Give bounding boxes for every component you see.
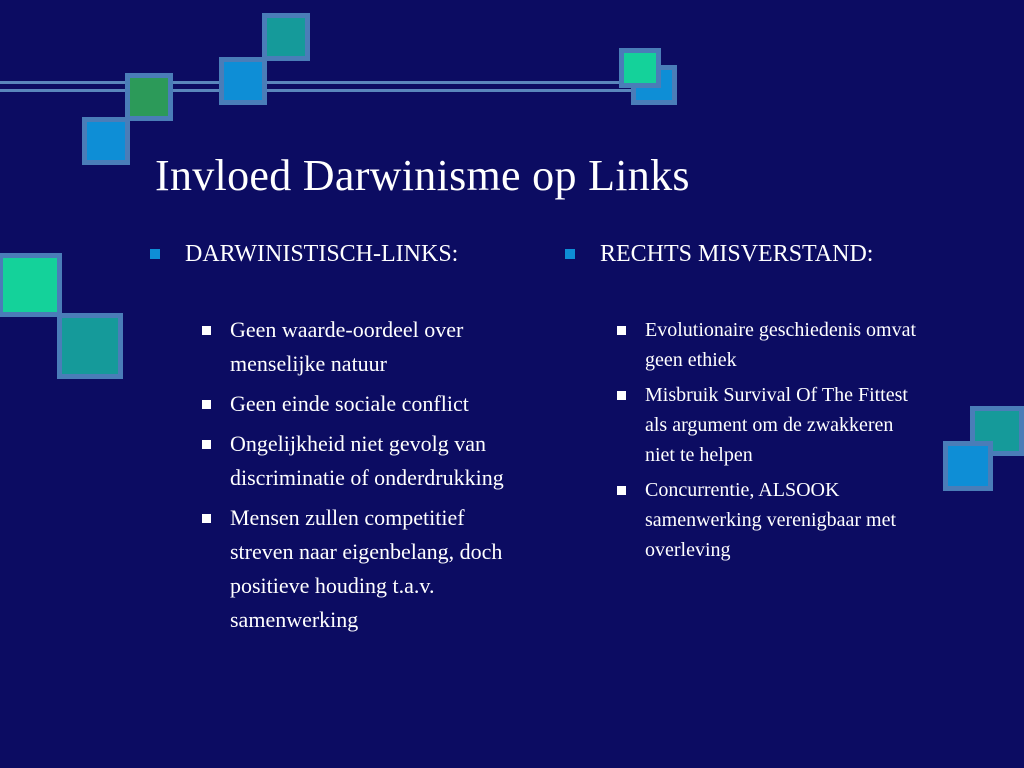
decorative-line-top	[0, 81, 640, 84]
decorative-line-bottom	[0, 89, 640, 92]
square-bullet-icon	[202, 400, 211, 409]
list-item	[200, 387, 510, 421]
square-bullet-icon	[617, 486, 626, 495]
right-column-heading	[560, 238, 940, 270]
left-bullet-list	[200, 313, 515, 637]
square-bullet-icon	[202, 326, 211, 335]
left-column	[145, 238, 515, 643]
list-item-text: Geen einde sociale conflict	[230, 391, 469, 416]
decorative-square	[57, 313, 123, 379]
square-bullet-icon	[617, 326, 626, 335]
decorative-square	[943, 441, 993, 491]
right-heading-text: RECHTS MISVERSTAND:	[600, 241, 874, 267]
list-item	[200, 313, 510, 381]
list-item-text: Evolutionaire geschiedenis omvat geen ethiek	[645, 319, 917, 371]
list-item-text: Geen waarde-oordeel over menselijke natuur	[230, 317, 464, 376]
square-bullet-icon	[565, 249, 575, 259]
decorative-square	[82, 117, 130, 165]
decorative-square	[262, 13, 310, 61]
decorative-square	[125, 73, 173, 121]
list-item	[615, 475, 925, 565]
square-bullet-icon	[150, 249, 160, 259]
right-bullet-list	[615, 315, 940, 565]
square-bullet-icon	[617, 391, 626, 400]
list-item	[615, 380, 925, 470]
square-bullet-icon	[202, 440, 211, 449]
square-bullet-icon	[202, 514, 211, 523]
list-item-text: Mensen zullen competitief streven naar eigenbelang, doch positieve houding t.a.v. samenwerking	[230, 505, 503, 632]
list-item	[200, 427, 510, 495]
list-item	[200, 501, 510, 637]
decorative-square	[219, 57, 267, 105]
right-column	[560, 238, 940, 570]
decorative-square	[0, 253, 62, 317]
list-item-text: Ongelijkheid niet gevolg van discriminatie of onderdrukking	[230, 431, 504, 490]
slide-title: Invloed Darwinisme op Links	[155, 151, 690, 200]
left-heading-text: DARWINISTISCH-LINKS:	[185, 241, 459, 267]
list-item	[615, 315, 925, 375]
list-item-text: Misbruik Survival Of The Fittest als argument om de zwakkeren niet te helpen	[645, 384, 908, 466]
list-item-text: Concurrentie, ALSOOK samenwerking verenigbaar met overleving	[645, 479, 897, 561]
left-column-heading	[145, 238, 515, 270]
decorative-square	[619, 48, 661, 88]
